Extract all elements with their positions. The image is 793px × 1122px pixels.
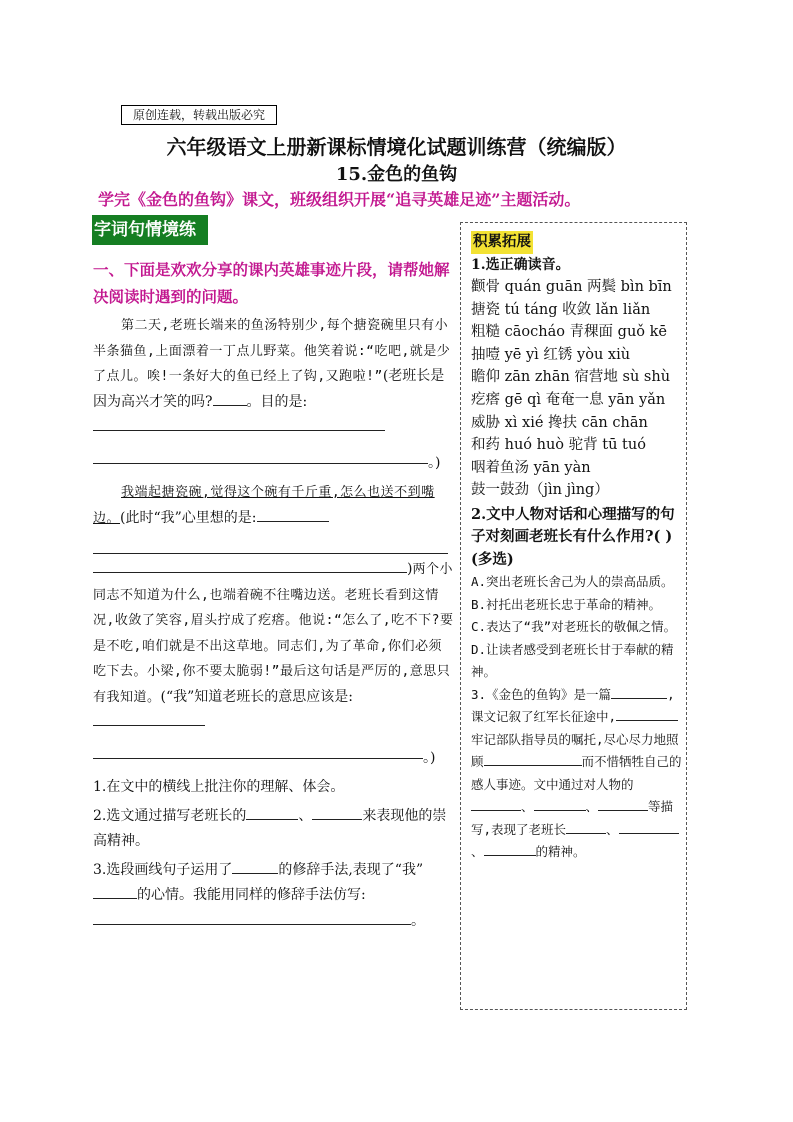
answer-blank[interactable] bbox=[232, 859, 278, 874]
answer-blank[interactable] bbox=[566, 820, 606, 834]
pinyin-row[interactable]: 疙瘩 gē qì 奄奄一息 yān yǎn bbox=[471, 391, 666, 408]
task-3-end: 。 bbox=[411, 912, 425, 929]
page-title: 六年级语文上册新课标情境化试题训练营（统编版） bbox=[166, 135, 627, 159]
sidebar-title-text: 积累拓展 bbox=[471, 231, 533, 254]
underlined-sentence: 我端起搪瓷碗,觉得这个碗有千斤重,怎么也送不到嘴边。 bbox=[93, 485, 435, 526]
annotation-blank[interactable] bbox=[93, 416, 385, 431]
pinyin-row[interactable]: 搪瓷 tú táng 收敛 lǎn liǎn bbox=[471, 301, 651, 318]
q3-text-a: 3.《金色的鱼钩》是一篇 bbox=[471, 686, 612, 702]
pinyin-row[interactable]: 威胁 xì xié 搀扶 cān chān bbox=[471, 414, 648, 431]
answer-blank[interactable] bbox=[246, 805, 298, 820]
answer-blank[interactable] bbox=[616, 707, 678, 721]
q3-text-c: 牢记部队指导员的嘱托,尽心尽力地照顾 bbox=[471, 731, 679, 770]
section-badge: 字词句情境练 bbox=[92, 215, 208, 245]
annotation-blank[interactable] bbox=[93, 558, 407, 573]
task-2-text: 2.选文通过描写老班长的 bbox=[93, 807, 247, 824]
question-1-title: 一、下面是欢欢分享的课内英雄事迹片段，请帮她解决阅读时遇到的问题。 bbox=[93, 260, 450, 306]
answer-blank[interactable] bbox=[312, 805, 362, 820]
pinyin-row[interactable]: 鼓一鼓劲（jìn jìng） bbox=[471, 482, 609, 499]
option-d[interactable]: D.让读者感受到老班长甘于奉献的精神。 bbox=[471, 641, 674, 680]
sidebar-accumulation-box bbox=[460, 222, 687, 1010]
q3-sep-e: 、 bbox=[521, 799, 534, 815]
task-3-text: 3.选段画线句子运用了 bbox=[93, 861, 233, 878]
annotation-c-close: 。) bbox=[423, 749, 436, 766]
annotation-c-prompt: (“我”知道老班长的意思应该是: bbox=[160, 688, 354, 705]
annotation-blank[interactable] bbox=[93, 711, 205, 726]
reading-passage bbox=[93, 313, 455, 934]
annotation-blank-line[interactable] bbox=[93, 441, 428, 464]
answer-blank[interactable] bbox=[93, 884, 137, 899]
answer-blank[interactable] bbox=[484, 842, 536, 856]
passage-paragraph-1 bbox=[93, 313, 455, 476]
option-a[interactable]: A.突出老班长舍己为人的崇高品质。 bbox=[471, 574, 674, 590]
answer-blank[interactable] bbox=[598, 797, 648, 811]
passage-text-c: 两个小同志不知道为什么,也端着碗不往嘴边送。老班长看到这情况,收敛了笑容,眉头拧成了疙瘩。他说:“怎么了,吃不下?要是不吃,咱们就是不出这草地。同志们,为了革命,你们必须吃下去。小梁,你不要太脆弱!”最后这句话是严厉的,意思只有我知道。 bbox=[93, 562, 454, 705]
option-c[interactable]: C.表达了“我”对老班长的敬佩之情。 bbox=[471, 619, 677, 635]
sidebar-q3 bbox=[471, 684, 683, 864]
lesson-title: 15.金色的鱼钩 bbox=[335, 164, 458, 185]
annotation-b-close: ) bbox=[407, 561, 413, 577]
answer-blank[interactable] bbox=[611, 685, 667, 699]
q3-sep-f: 、 bbox=[585, 799, 599, 815]
sidebar-content bbox=[471, 231, 683, 864]
pinyin-row[interactable]: 颧骨 quán guān 两鬓 bìn bīn bbox=[471, 279, 672, 295]
activity-intro: 学完《金色的鱼钩》课文，班级组织开展“追寻英雄足迹”主题活动。 bbox=[98, 190, 581, 209]
pinyin-row[interactable]: 抽噎 yē yì 红锈 yòu xiù bbox=[471, 346, 631, 363]
annotation-blank[interactable] bbox=[213, 391, 247, 406]
q3-text-g: 等描写,表现了老班长 bbox=[471, 799, 674, 837]
sidebar-q2: 2.文中人物对话和心理描写的句子对刻画老班长有什么作用?( )(多选) bbox=[471, 505, 675, 568]
annotation-blank-line[interactable] bbox=[93, 531, 448, 554]
q3-text-b: ,课文记叙了红军长征途中, bbox=[471, 686, 675, 725]
task-3-text-b: 的修辞手法,表现了“我” bbox=[278, 861, 424, 878]
annotation-blank[interactable] bbox=[257, 507, 329, 522]
sidebar-title bbox=[471, 231, 683, 254]
pinyin-row[interactable]: 和药 huó huò 驼背 tū tuó bbox=[471, 437, 646, 454]
q3-sep-i: 、 bbox=[471, 844, 484, 860]
answer-blank[interactable] bbox=[471, 797, 521, 811]
annotation-a-prompt: (老班长是因为高兴才笑的吗? bbox=[93, 368, 445, 410]
option-b[interactable]: B.衬托出老班长忠于革命的精神。 bbox=[471, 596, 662, 612]
task-2 bbox=[93, 804, 455, 855]
task-3 bbox=[93, 858, 455, 935]
sidebar-q1: 1.选正确读音。 bbox=[471, 256, 570, 273]
pinyin-row[interactable]: 粗糙 cāocháo 青稞面 guǒ kē bbox=[471, 324, 667, 341]
task-2-sep: 、 bbox=[298, 807, 313, 824]
annotation-b-prompt: (此时“我”心里想的是: bbox=[120, 509, 257, 526]
task-3-text-c: 的心情。我能用同样的修辞手法仿写: bbox=[137, 887, 366, 903]
annotation-a-purpose: 。目的是: bbox=[246, 393, 308, 410]
answer-blank[interactable] bbox=[619, 820, 679, 834]
annotation-blank-line[interactable] bbox=[93, 736, 423, 759]
pinyin-row[interactable]: 咽着鱼汤 yān yàn bbox=[471, 459, 591, 476]
q3-sep-h: 、 bbox=[606, 821, 619, 837]
passage-paragraph-2 bbox=[93, 480, 455, 771]
q3-text-d: 而不惜牺牲自己的感人事迹。文中通过对人物的 bbox=[471, 754, 682, 792]
passage-text-a: 第二天,老班长端来的鱼汤特别少,每个搪瓷碗里只有小半条猫鱼,上面漂着一丁点儿野菜。他笑着说:“吃吧,就是少了点儿。唉!一条好大的鱼已经上了钩,又跑啦!” bbox=[93, 318, 451, 384]
copyright-notice: 原创连载，转载出版必究 bbox=[121, 105, 277, 125]
pinyin-row[interactable]: 瞻仰 zān zhān 宿营地 sù shù bbox=[471, 369, 671, 386]
answer-blank[interactable] bbox=[93, 910, 411, 925]
task-1: 1.在文中的横线上批注你的理解、体会。 bbox=[93, 779, 345, 795]
answer-blank[interactable] bbox=[484, 752, 582, 766]
answer-blank[interactable] bbox=[534, 797, 586, 811]
annotation-a-close: 。) bbox=[428, 454, 441, 471]
task-2-text-end: 来表现他的崇高精神。 bbox=[93, 807, 447, 849]
q3-text-j: 的精神。 bbox=[535, 844, 586, 860]
